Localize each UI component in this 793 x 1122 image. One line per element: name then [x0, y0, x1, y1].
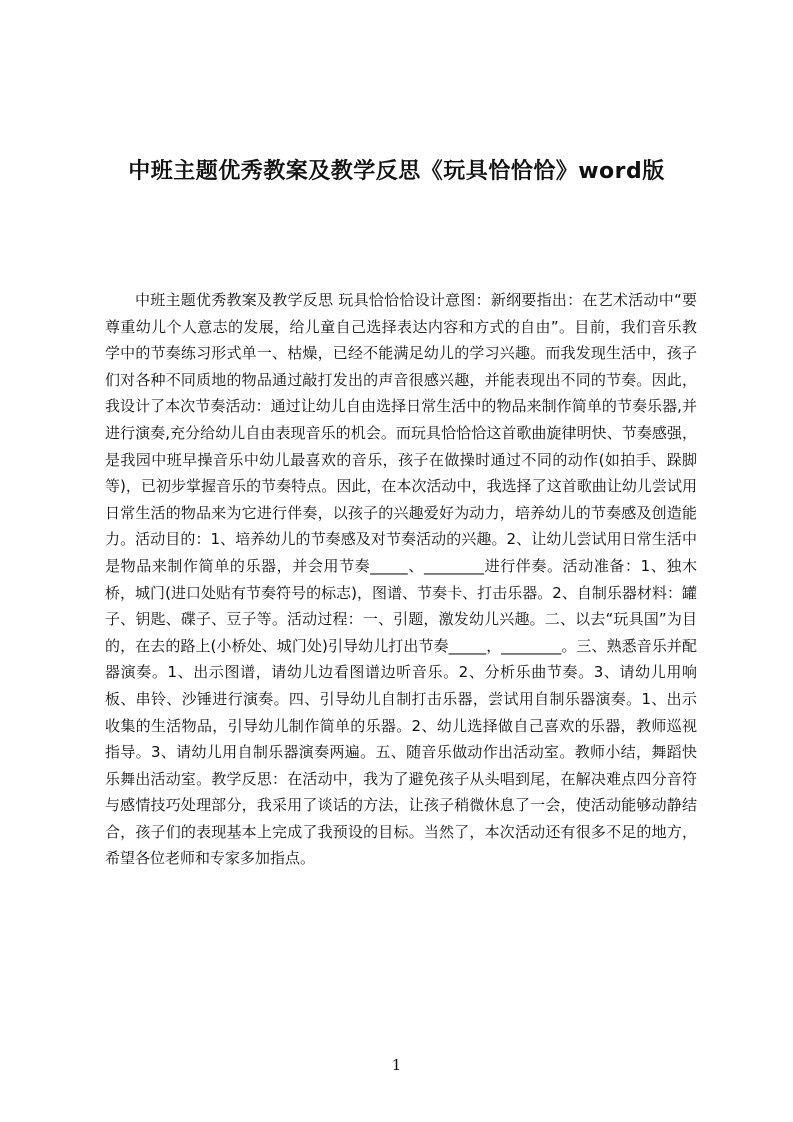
page-number: 1	[391, 1056, 402, 1074]
document-body: 中班主题优秀教案及教学反思 玩具恰恰恰设计意图：新纲要指出：在艺术活动中“要尊重幼儿个人意志的发展，给儿童自己选择表达内容和方式的自由”。目前，我们音乐教学中的节奏练习形式单一、枯燥，已经不能满足幼儿的学习兴趣。而我发现生活中，孩子们对各种不同质地的物品通过敲打发出的声音很感兴趣，并能表现出不同的节奏。因此，我设计了本次节奏活动：通过让幼儿自由选择日常生活中的物品来制作简单的节奏乐器,并进行演奏,充分给幼儿自由表现音乐的机会。而玩具恰恰恰这首歌曲旋律明快、节奏感强，是我园中班早操音乐中幼儿最喜欢的音乐，孩子在做操时通过不同的动作(如拍手、跺脚等)，已初步掌握音乐的节奏特点。因此，在本次活动中，我选择了这首歌曲让幼儿尝试用日常生活的物品来为它进行伴奏，以孩子的兴趣爱好为动力，培养幼儿的节奏感及创造能力。活动目的：1、培养幼儿的节奏感及对节奏活动的兴趣。2、让幼儿尝试用日常生活中是物品来制作简单的乐器，并会用节奏_____、________进行伴奏。活动准备：1、独木桥，城门(进口处贴有节奏符号的标志)，图谱、节奏卡、打击乐器。2、自制乐器材料：罐子、钥匙、碟子、豆子等。活动过程：一、引题，激发幼儿兴趣。二、以去“玩具国”为目的，在去的路上(小桥处、城门处)引导幼儿打出节奏_____，________。三、熟悉音乐并配器演奏。1、出示图谱，请幼儿边看图谱边听音乐。2、分析乐曲节奏。3、请幼儿用响板、串铃、沙锤进行演奏。四、引导幼儿自制打击乐器，尝试用自制乐器演奏。1、出示收集的生活物品，引导幼儿制作简单的乐器。2、幼儿选择做自己喜欢的乐器，教师巡视指导。3、请幼儿用自制乐器演奏两遍。五、随音乐做动作出活动室。教师小结，舞蹈快乐舞出活动室。教学反思：在活动中，我为了避免孩子从头唱到尾，在解决难点四分音符与感情技巧处理部分，我采用了谈话的方法，让孩子稍微休息了一会，使活动能够动静结合，孩子们的表现基本上完成了我预设的目标。当然了，本次活动还有很多不足的地方，希望各位老师和专家多加指点。	[105, 291, 697, 868]
document-title: 中班主题优秀教案及教学反思《玩具恰恰恰》word版	[128, 158, 665, 184]
